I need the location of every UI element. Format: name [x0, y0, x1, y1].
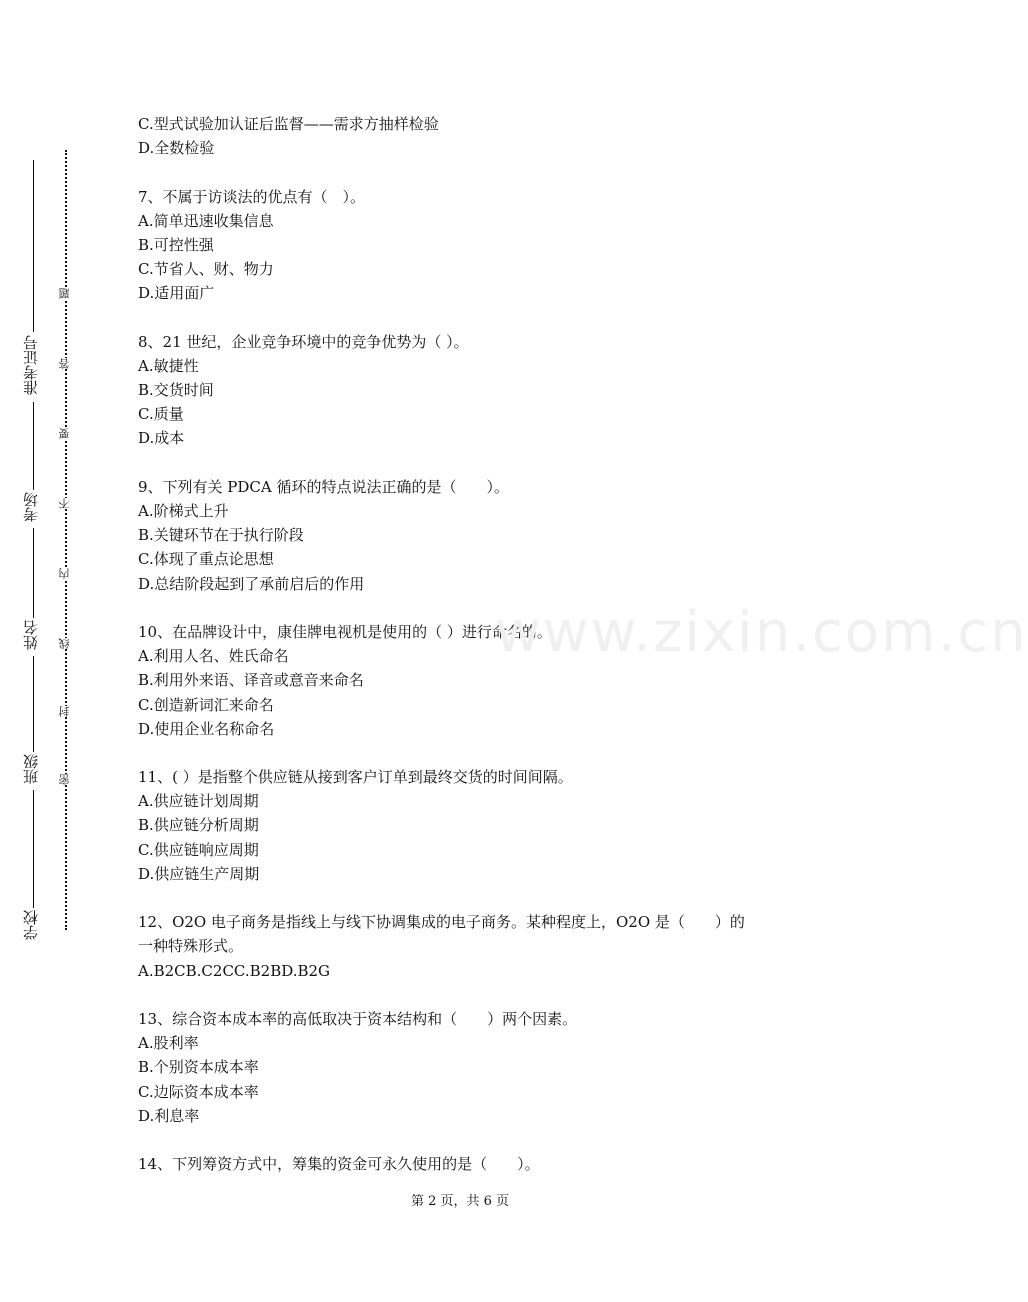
option-line: B.交货时间 — [138, 381, 214, 400]
option-line: A.敏捷性 — [138, 356, 199, 375]
question-block — [138, 330, 798, 451]
watermark: www.zixin.com.cn — [495, 600, 1028, 665]
class-label: 班级 — [22, 754, 40, 784]
question-block — [138, 475, 798, 596]
question-stem: 11、( ）是指整个供应链从接到客户订单到最终交货的时间间隔。 — [138, 768, 573, 787]
exam-number-label: 准考证号 — [22, 335, 40, 395]
question-block — [138, 185, 798, 306]
option-line: D.使用企业名称命名 — [138, 719, 275, 738]
seal-char: 答 — [58, 358, 71, 369]
option-line: D.全数检验 — [138, 139, 215, 158]
question-list — [138, 112, 798, 1176]
option-line: C.体现了重点论思想 — [138, 550, 274, 569]
name-label: 姓名 — [22, 620, 40, 650]
question-block — [138, 765, 798, 886]
question-block — [138, 910, 798, 983]
seal-char: 密 — [58, 774, 71, 785]
field-rule — [33, 160, 34, 332]
seal-char: 要 — [58, 428, 71, 439]
question-block — [138, 1152, 798, 1176]
option-line: A.B2CB.C2CC.B2BD.B2G — [138, 961, 331, 980]
question-stem: 13、综合资本成本率的高低取决于资本结构和（ ）两个因素。 — [138, 1009, 578, 1028]
question-stem: 8、21 世纪，企业竞争环境中的竞争优势为（ ）。 — [138, 332, 469, 351]
option-line: A.简单迅速收集信息 — [138, 211, 274, 230]
exam-room-label: 考场 — [22, 492, 40, 522]
page-footer: 第 2 页，共 6 页 — [410, 1194, 510, 1209]
question-stem: 10、在品牌设计中，康佳牌电视机是使用的（ ）进行命名的。 — [138, 622, 552, 641]
option-line: C.质量 — [138, 405, 184, 424]
field-rule — [33, 790, 34, 908]
question-stem: 一种特殊形式。 — [138, 937, 244, 956]
school-label: 学校 — [22, 910, 40, 940]
option-line: D.成本 — [138, 429, 185, 448]
question-block — [138, 1007, 798, 1128]
option-line: C.供应链响应周期 — [138, 840, 259, 859]
option-line: A.利用人名、姓氏命名 — [138, 647, 289, 666]
question-stem: 7、不属于访谈法的优点有（ ）。 — [138, 187, 366, 206]
seal-dotted-line — [65, 150, 67, 930]
option-line: B.关键环节在于执行阶段 — [138, 526, 304, 545]
seal-char: 题 — [58, 288, 71, 299]
option-line: A.供应链计划周期 — [138, 792, 259, 811]
option-line: D.适用面广 — [138, 284, 215, 303]
question-stem: 12、O2O 电子商务是指线上与线下协调集成的电子商务。某种程度上，O2O 是（ ）的 — [138, 913, 745, 932]
option-line: D.利息率 — [138, 1106, 200, 1125]
question-block — [138, 112, 798, 160]
option-line: C.创造新词汇来命名 — [138, 695, 274, 714]
option-line: B.供应链分析周期 — [138, 816, 259, 835]
option-line: C.节省人、财、物力 — [138, 260, 274, 279]
question-stem: 14、下列筹资方式中，筹集的资金可永久使用的是（ ）。 — [138, 1155, 540, 1174]
option-line: A.股利率 — [138, 1034, 199, 1053]
option-line: B.个别资本成本率 — [138, 1058, 259, 1077]
seal-char: 封 — [58, 706, 71, 717]
question-stem: 9、下列有关 PDCA 循环的特点说法正确的是（ ）。 — [138, 477, 510, 496]
option-line: B.可控性强 — [138, 235, 214, 254]
field-rule — [33, 656, 34, 752]
option-line: B.利用外来语、译音或意音来命名 — [138, 671, 364, 690]
option-line: D.供应链生产周期 — [138, 864, 260, 883]
seal-char: 不 — [58, 498, 71, 509]
option-line: D.总结阶段起到了承前启后的作用 — [138, 574, 365, 593]
seal-char: 线 — [58, 638, 71, 649]
option-line: A.阶梯式上升 — [138, 502, 229, 520]
question-block — [138, 620, 798, 741]
option-line: C.型式试验加认证后监督——需求方抽样检验 — [138, 115, 439, 133]
seal-char: 内 — [58, 568, 71, 579]
field-rule — [33, 528, 34, 618]
field-rule — [33, 402, 34, 490]
option-line: C.边际资本成本率 — [138, 1082, 259, 1101]
